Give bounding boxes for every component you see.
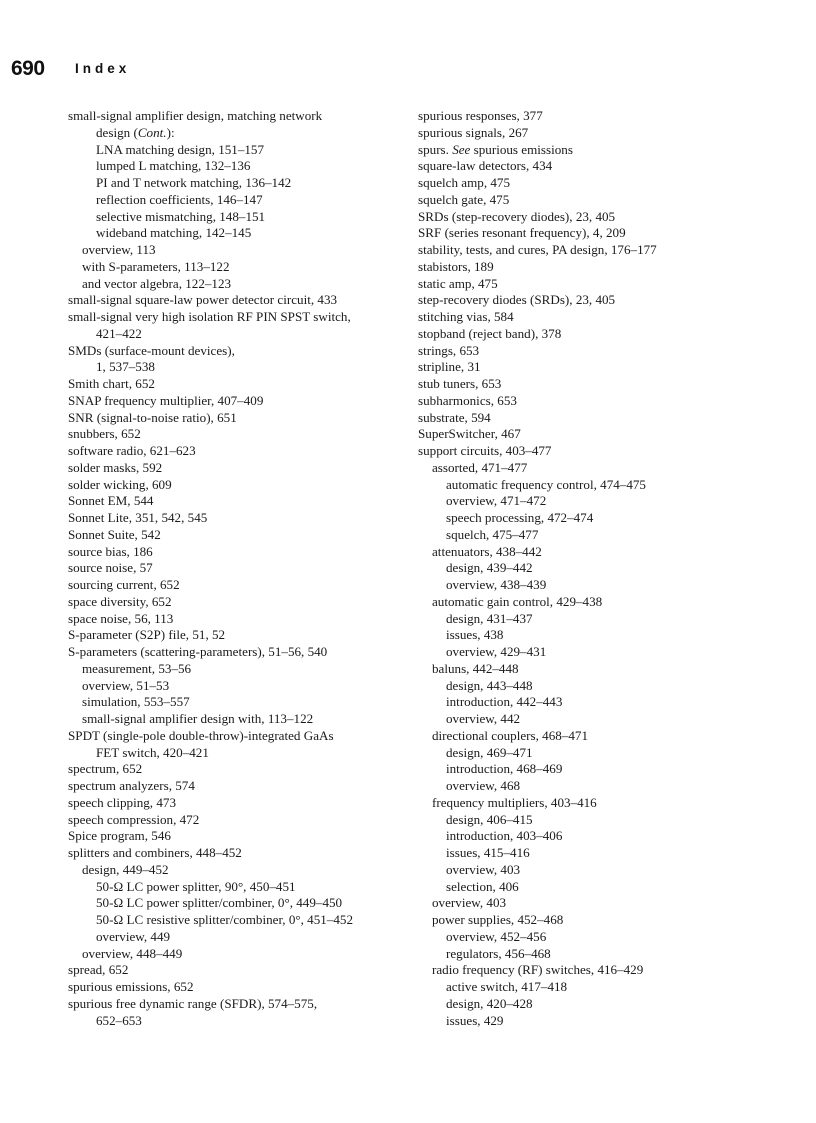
index-entry [418,460,748,477]
index-entry-text: Sonnet Suite, 542 [68,526,161,542]
index-entry-text: design, 449–452 [82,861,169,877]
index-entry-text: design, 406–415 [446,811,533,827]
index-entry [418,376,748,393]
index-entry-text: small-signal square-law power detector circuit, 433 [68,292,338,308]
index-entry-text: SMDs (surface-mount devices), [68,342,235,358]
index-entry [418,158,748,175]
index-entry-text: issues, 415–416 [446,845,530,860]
index-entry-text: static amp, 475 [418,275,498,291]
index-entry-text: and vector algebra, 122–123 [82,275,232,291]
index-entry-text: SRF (series resonant frequency), 4, 209 [418,225,626,241]
index-entry [418,979,748,996]
index-entry [68,510,403,527]
index-entry-text: stability, tests, and cures, PA design, 176–177 [418,242,657,257]
index-entry-text: Sonnet Lite, 351, 542, 545 [68,510,208,525]
index-entry [418,108,748,125]
index-entry-text: source noise, 57 [68,560,153,576]
index-column-right [418,108,748,1029]
index-entry-text: overview, 449 [96,928,171,944]
index-entry-text: SRDs (step-recovery diodes), 23, 405 [418,208,616,224]
index-entry [418,862,748,879]
index-column-left [68,108,403,1029]
index-entry-text: stitching vias, 584 [418,309,514,324]
index-entry [68,962,403,979]
index-entry [418,946,748,963]
index-entry-text: 50-Ω LC resistive splitter/combiner, 0°, 451–452 [96,912,354,927]
index-entry-text: 50-Ω LC power splitter/combiner, 0°, 449–450 [96,895,343,911]
index-entry [68,376,403,393]
index-entry [68,175,403,192]
index-entry-text: selection, 406 [446,878,519,894]
index-entry-text: solder wicking, 609 [68,476,172,492]
index-entry-text: Spice program, 546 [68,828,171,844]
index-entry [418,142,748,159]
index-entry [68,276,403,293]
index-entry-text: overview, 429–431 [446,644,547,659]
index-entry-text: Smith chart, 652 [68,376,155,391]
index-entry-text: spurious signals, 267 [418,124,529,140]
index-entry-text: measurement, 53–56 [82,660,192,676]
index-entry-text: baluns, 442–448 [432,660,519,676]
index-entry-text: source bias, 186 [68,543,153,559]
index-entry [68,828,403,845]
index-entry [418,577,748,594]
index-entry [418,728,748,745]
index-entry [418,845,748,862]
index-entry-text: LNA matching design, 151–157 [96,141,265,157]
index-entry-text: design, 469–471 [446,744,533,760]
index-entry [68,912,403,929]
index-entry-text: squelch, 475–477 [446,526,539,542]
index-entry-text: S-parameters (scattering-parameters), 51–56, 540 [68,644,328,659]
index-entry [68,627,403,644]
index-entry-text: SuperSwitcher, 467 [418,426,521,442]
index-entry-text: with S-parameters, 113–122 [82,258,230,274]
index-entry [68,242,403,259]
index-entry [68,996,403,1030]
index-entry [68,527,403,544]
index-entry-text: active switch, 417–418 [446,979,568,994]
index-entry-text: SNR (signal-to-noise ratio), 651 [68,409,237,425]
index-entry [418,795,748,812]
index-entry [68,309,403,343]
index-entry [68,711,403,728]
index-entry [68,812,403,829]
index-entry-text: spectrum analyzers, 574 [68,778,195,793]
index-entry-text: speech compression, 472 [68,811,200,827]
index-entry-continuation: 421–422 [96,325,142,341]
index-entry [418,828,748,845]
index-entry [418,225,748,242]
index-entry-text: regulators, 456–468 [446,945,551,961]
index-entry-text: step-recovery diodes (SRDs), 23, 405 [418,292,616,308]
index-entry [418,326,748,343]
index-entry [68,929,403,946]
index-entry-text: spurious responses, 377 [418,108,543,123]
index-entry-text: S-parameter (S2P) file, 51, 52 [68,627,226,643]
index-entry [68,560,403,577]
index-entry-text: introduction, 442–443 [446,694,563,710]
index-entry [68,393,403,410]
index-entry [418,125,748,142]
index-entry-text: SPDT (single-pole double-throw)-integrated GaAs [68,727,334,743]
index-entry-text: squelch amp, 475 [418,175,511,190]
index-entry [418,209,748,226]
index-entry [68,678,403,695]
index-entry [68,343,403,377]
index-entry-text: stub tuners, 653 [418,376,502,391]
index-entry-text: stabistors, 189 [418,258,494,274]
index-entry [68,611,403,628]
index-entry-text: frequency multipliers, 403–416 [432,794,597,810]
index-entry-text: overview, 113 [82,242,156,257]
index-entry [418,1013,748,1030]
index-entry [418,510,748,527]
index-entry [68,493,403,510]
index-entry [418,343,748,360]
index-entry [418,175,748,192]
index-entry-text: overview, 468 [446,778,521,793]
index-entry [418,761,748,778]
index-entry [418,493,748,510]
index-entry [418,661,748,678]
index-entry-text: subharmonics, 653 [418,392,517,408]
index-entry-text: lumped L matching, 132–136 [96,158,251,174]
index-entry-text: speech clipping, 473 [68,794,176,810]
index-entry [68,544,403,561]
index-entry [418,644,748,661]
index-entry-text: overview, 403 [432,895,507,911]
index-entry-text: strings, 653 [418,342,480,358]
index-entry-text: sourcing current, 652 [68,577,180,592]
index-entry [418,276,748,293]
index-entry [68,209,403,226]
index-entry [418,192,748,209]
index-entry [68,477,403,494]
index-entry [418,527,748,544]
index-entry [68,946,403,963]
index-entry-text: spurious emissions, 652 [68,979,194,994]
index-entry-text: Sonnet EM, 544 [68,493,154,509]
index-entry-text: design, 420–428 [446,995,533,1011]
index-entry [418,627,748,644]
index-entry-text: overview, 448–449 [82,945,183,961]
index-entry [418,745,748,762]
index-entry [68,426,403,443]
index-entry-text: stripline, 31 [418,359,481,375]
index-entry [418,711,748,728]
index-entry-text: snubbers, 652 [68,426,141,442]
index-entry-text: automatic gain control, 429–438 [432,593,603,609]
index-entry [418,443,748,460]
index-entry-text: overview, 51–53 [82,677,170,693]
index-entry [418,410,748,427]
index-entry [68,661,403,678]
index-entry [68,192,403,209]
index-entry-text: speech processing, 472–474 [446,510,594,525]
index-entry-text: overview, 438–439 [446,577,547,592]
index-entry-text: support circuits, 403–477 [418,443,552,458]
index-entry [418,426,748,443]
index-entry [68,845,403,862]
index-entry [418,309,748,326]
index-entry [68,108,403,142]
index-entry [418,359,748,376]
index-entry-text: issues, 438 [446,627,504,643]
index-entry [68,259,403,276]
index-entry [418,292,748,309]
index-entry-text: space diversity, 652 [68,593,172,609]
index-entry-text: spectrum, 652 [68,761,143,777]
index-entry [418,996,748,1013]
index-entry-text: design, 443–448 [446,677,533,693]
index-entry [418,560,748,577]
index-entry [68,761,403,778]
index-entry-text: issues, 429 [446,1012,504,1028]
index-entry [418,962,748,979]
index-entry-continuation: FET switch, 420–421 [96,744,209,760]
index-entry-continuation: 652–653 [96,1012,142,1028]
index-entry [68,158,403,175]
index-entry-text: attenuators, 438–442 [432,543,542,559]
index-entry [418,929,748,946]
index-entry-text: small-signal amplifier design with, 113–122 [82,711,314,726]
index-entry [68,979,403,996]
index-entry-text: overview, 471–472 [446,493,547,509]
index-entry-text: wideband matching, 142–145 [96,225,252,241]
index-entry [418,242,748,259]
index-entry [418,678,748,695]
index-entry-text: overview, 442 [446,711,521,726]
index-entry-text: simulation, 553–557 [82,694,190,710]
index-entry [418,477,748,494]
index-entry [418,611,748,628]
index-entry [68,795,403,812]
index-entry-text: power supplies, 452–468 [432,912,564,927]
index-entry-text: software radio, 621–623 [68,443,196,458]
index-entry-text: design, 439–442 [446,560,533,576]
index-entry [68,879,403,896]
index-entry [418,259,748,276]
index-entry [68,728,403,762]
index-entry-text: SNAP frequency multiplier, 407–409 [68,392,264,408]
index-entry [68,694,403,711]
index-entry-text: small-signal amplifier design, matching network [68,108,323,123]
index-entry [418,393,748,410]
index-entry [68,225,403,242]
index-entry-text: assorted, 471–477 [432,459,528,475]
index-entry [68,292,403,309]
index-entry-text: automatic frequency control, 474–475 [446,476,646,492]
index-entry-text: spurious free dynamic range (SFDR), 574–575, [68,995,318,1011]
index-entry [68,778,403,795]
index-entry [68,460,403,477]
index-entry [68,577,403,594]
index-entry [418,778,748,795]
index-entry [418,594,748,611]
index-entry [418,912,748,929]
index-entry-text: 50-Ω LC power splitter, 90°, 450–451 [96,878,296,894]
index-entry-continuation: design (Cont.): [96,124,175,140]
index-entry-text: introduction, 403–406 [446,828,563,844]
index-entry [418,544,748,561]
index-entry [68,895,403,912]
index-entry-text: stopband (reject band), 378 [418,325,562,341]
index-entry [418,694,748,711]
index-entry-text: overview, 403 [446,861,521,877]
index-entry [68,142,403,159]
index-entry-text: solder masks, 592 [68,459,163,475]
index-entry [418,879,748,896]
index-entry-text: squelch gate, 475 [418,191,510,207]
index-entry-continuation: 1, 537–538 [96,359,155,375]
index-entry [418,895,748,912]
index-entry [68,443,403,460]
index-entry-text: design, 431–437 [446,610,533,626]
index-entry-text: substrate, 594 [418,409,491,425]
index-entry [68,644,403,661]
index-entry-text: square-law detectors, 434 [418,158,553,174]
index-entry [68,862,403,879]
page-number: 690 [11,57,45,80]
index-entry-text: selective mismatching, 148–151 [96,208,266,224]
index-entry-text: introduction, 468–469 [446,761,563,777]
index-entry [418,812,748,829]
index-entry-text: PI and T network matching, 136–142 [96,175,292,190]
running-head: Index [75,61,131,76]
index-entry-text: spread, 652 [68,962,129,978]
index-entry [68,594,403,611]
index-entry-text: reflection coefficients, 146–147 [96,191,263,207]
index-entry-text: overview, 452–456 [446,928,547,944]
index-entry [68,410,403,427]
index-entry-text: directional couplers, 468–471 [432,727,588,743]
index-entry-text: small-signal very high isolation RF PIN SPST switch, [68,309,351,324]
index-entry-text: spurs. See spurious emissions [418,141,573,157]
index-entry-text: space noise, 56, 113 [68,610,174,626]
index-entry-text: splitters and combiners, 448–452 [68,845,242,860]
index-entry-text: radio frequency (RF) switches, 416–429 [432,962,644,978]
